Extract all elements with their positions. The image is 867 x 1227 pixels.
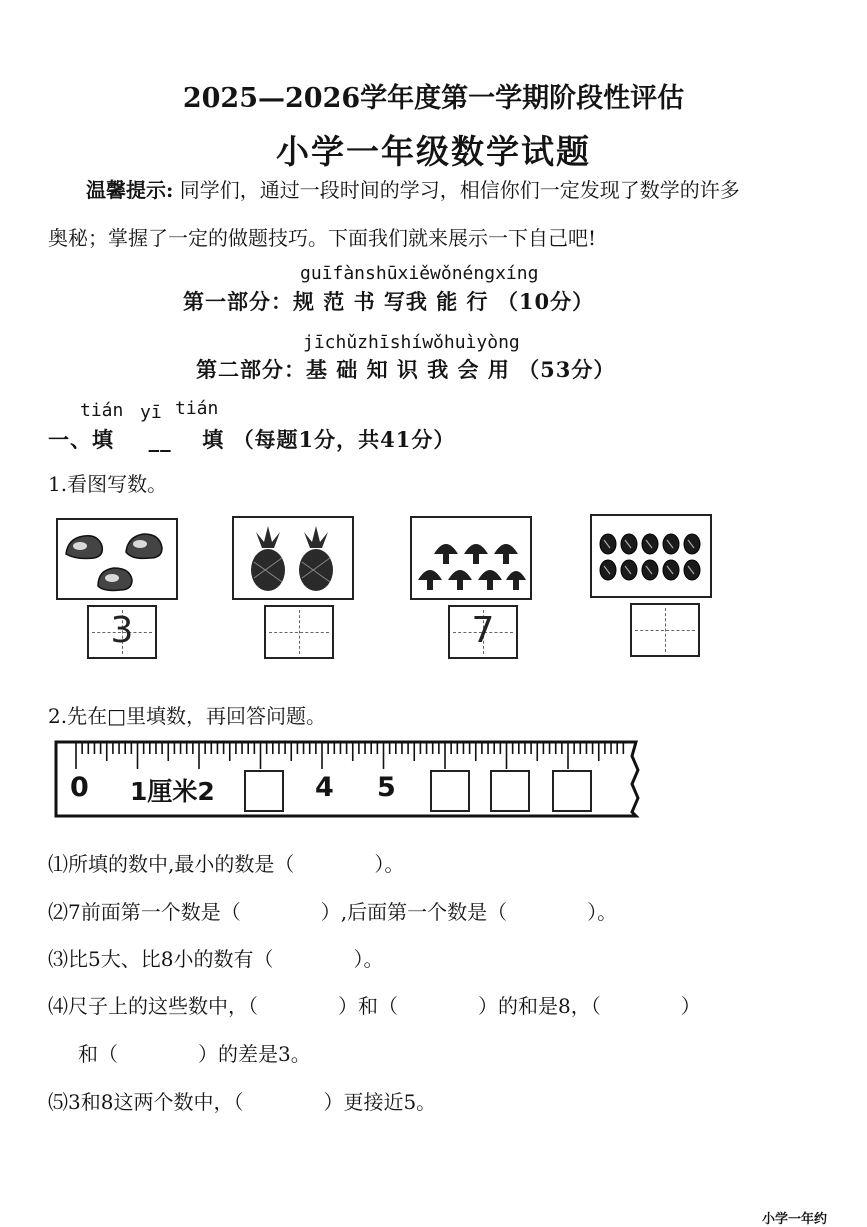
pineapple-icon	[234, 518, 352, 598]
mushroom-icon	[412, 518, 530, 598]
section1-heading	[48, 424, 455, 454]
q1-text: 1.看图写数。	[48, 472, 168, 496]
q1-picture-3	[410, 516, 532, 600]
q2-sub-3: ⑶比5大、比8小的数有（ ）。	[48, 947, 384, 971]
q1-answer-1: 3	[110, 610, 134, 651]
tip-line-1	[86, 174, 740, 203]
part1-heading: 第一部分：规 范 书 写我 能 行 （10分）	[183, 289, 595, 314]
ruler-label-5: 5	[377, 772, 396, 803]
ruler-answer-box-7[interactable]	[490, 770, 530, 812]
ruler-label-1-2: 1厘米2	[130, 777, 215, 806]
q1-picture-2	[232, 516, 354, 600]
tip-line-2: 奥秘；掌握了一定的做题技巧。下面我们就来展示一下自己吧!	[48, 226, 597, 250]
q2-text: 2.先在□里填数，再回答问题。	[48, 704, 326, 728]
section1-note: （每题1分，共41分）	[232, 427, 456, 452]
part2-heading: 第二部分：基 础 知 识 我 会 用 （53分）	[196, 357, 616, 382]
q2-sub-4b: 和（ ）的差是3。	[78, 1042, 311, 1066]
bead-icon	[592, 516, 710, 596]
exam-title: 小学一年级数学试题	[276, 132, 591, 171]
section1-blank: __	[148, 427, 172, 452]
exam-period-title: 2025—2026学年度第一学期阶段性评估	[182, 83, 685, 114]
part2-pinyin: jīchǔzhīshíwǒhuìyòng	[303, 332, 520, 353]
part1-pinyin: guīfànshūxiěwǒnéngxíng	[300, 263, 539, 284]
ruler-label-4: 4	[315, 772, 334, 803]
q1-answer-box-3[interactable]	[448, 605, 518, 659]
q1-picture-4	[590, 514, 712, 598]
q2-sub-1: ⑴所填的数中,最小的数是（ ）。	[48, 852, 405, 876]
section1-prefix: 一、填	[48, 427, 114, 452]
q2-sub-2: ⑵7前面第一个数是（ ）,后面第一个数是（ ）。	[48, 900, 618, 924]
q2-sub-4a: ⑷尺子上的这些数中，（ ）和（ ）的和是8，（ ）	[48, 994, 701, 1018]
q2-sub-5: ⑸3和8这两个数中，（ ）更接近5。	[48, 1090, 437, 1114]
ruler-answer-box-6[interactable]	[430, 770, 470, 812]
q1-answer-3: 7	[471, 610, 495, 651]
tip-text-1: 同学们，通过一段时间的学习，相信你们一定发现了数学的许多	[179, 178, 740, 202]
rock-icon	[58, 520, 176, 598]
section1-mid: 填	[202, 427, 225, 452]
tip-label: 温馨提示:	[86, 178, 174, 202]
section1-pinyin-1: tián	[80, 400, 124, 421]
q1-answer-box-1[interactable]	[87, 605, 157, 659]
ruler-answer-box-3[interactable]	[244, 770, 284, 812]
q1-answer-box-2[interactable]	[264, 605, 334, 659]
section1-pinyin-3: tián	[175, 398, 219, 419]
q1-picture-1	[56, 518, 178, 600]
section1-pinyin-2: yī	[140, 402, 162, 423]
ruler-label-0: 0	[70, 772, 89, 803]
footer-label: 小学一年约	[761, 1212, 827, 1227]
q1-answer-box-4[interactable]	[630, 603, 700, 657]
ruler-answer-box-8[interactable]	[552, 770, 592, 812]
